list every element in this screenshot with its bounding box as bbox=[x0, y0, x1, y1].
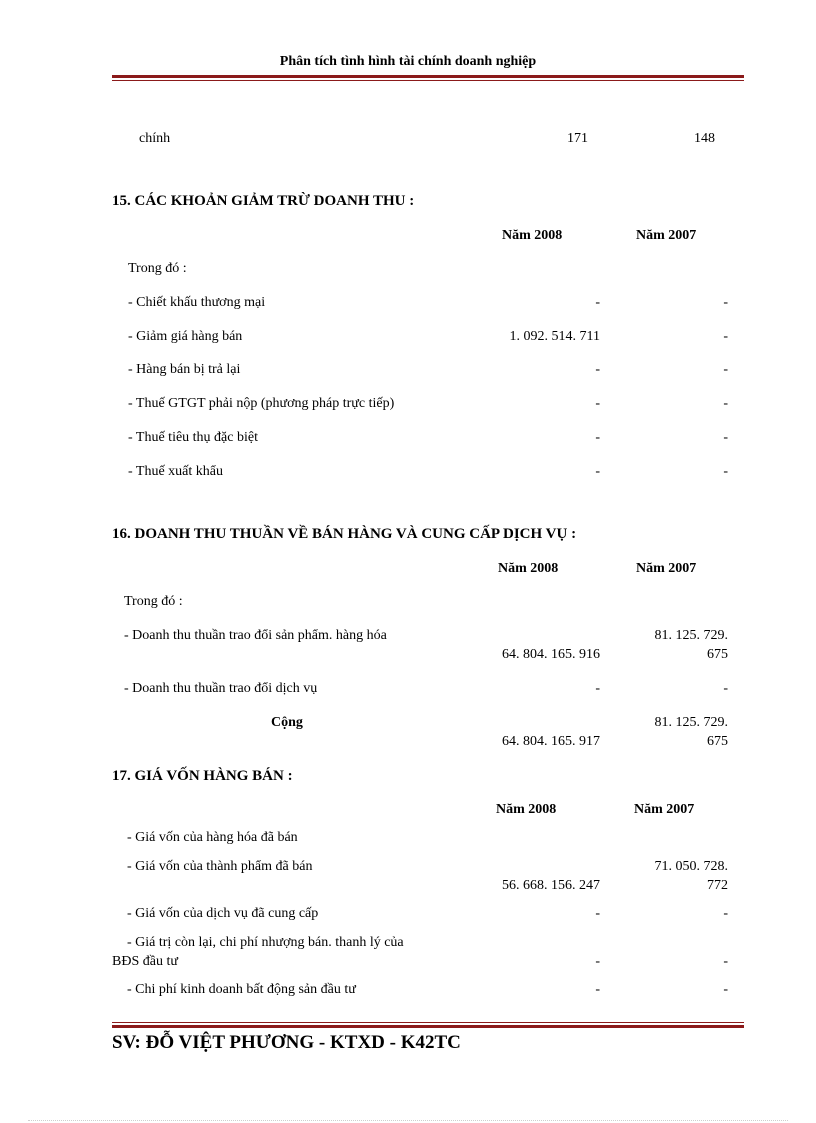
section-16-title: 16. DOANH THU THUẦN VỀ BÁN HÀNG VÀ CUNG CẤP DỊCH VỤ : bbox=[112, 526, 577, 542]
carry-value-2007: 148 bbox=[694, 131, 715, 146]
section-15-row-label: - Thuế GTGT phải nộp (phương pháp trực tiếp) bbox=[128, 396, 395, 411]
section-15-row-label: - Hàng bán bị trả lại bbox=[128, 362, 241, 377]
section-17-row-value-2007: 71. 050. 728. bbox=[654, 859, 728, 874]
section-16-col-2008: Năm 2008 bbox=[498, 561, 559, 576]
section-16-row-label: - Doanh thu thuần trao đổi dịch vụ bbox=[124, 681, 318, 696]
section-16-total-value-2008: 64. 804. 165. 917 bbox=[502, 734, 600, 749]
section-17-row-value-2008: - bbox=[595, 954, 600, 969]
footer-author: SV: ĐỖ VIỆT PHƯƠNG - KTXD - K42TC bbox=[112, 1032, 461, 1053]
section-15-row-label: - Thuế tiêu thụ đặc biệt bbox=[128, 430, 258, 445]
section-16-col-2007: Năm 2007 bbox=[636, 561, 697, 576]
section-17-row-label: - Giá vốn của dịch vụ đã cung cấp bbox=[127, 906, 319, 921]
section-16-row-value-2007-cont: 675 bbox=[707, 647, 728, 662]
section-17-row-value-2007: - bbox=[723, 906, 728, 921]
section-17-col-2007: Năm 2007 bbox=[634, 802, 695, 817]
section-15-row-value-2008: - bbox=[595, 295, 600, 310]
section-15-row-value-2007: - bbox=[723, 362, 728, 377]
section-16-row-label: - Doanh thu thuần trao đổi sản phẩm. hàng hóa bbox=[124, 628, 387, 643]
section-17-col-2008: Năm 2008 bbox=[496, 802, 557, 817]
section-17-row-value-2007: - bbox=[723, 982, 728, 997]
header-divider bbox=[112, 75, 744, 78]
section-15-row-value-2008: - bbox=[595, 396, 600, 411]
footer-divider-thin bbox=[112, 1022, 744, 1023]
section-15-title: 15. CÁC KHOẢN GIẢM TRỪ DOANH THU : bbox=[112, 193, 415, 209]
section-15-row-value-2008: - bbox=[595, 362, 600, 377]
section-16-row-value-2007: - bbox=[723, 681, 728, 696]
section-17-row-label: - Chi phí kinh doanh bất động sản đầu tư bbox=[127, 982, 356, 997]
section-15-row-value-2008: - bbox=[595, 464, 600, 479]
section-17-row-value-2008: - bbox=[595, 906, 600, 921]
section-17-row-label: - Giá vốn của thành phẩm đã bán bbox=[127, 859, 313, 874]
section-16-row-value-2007: 81. 125. 729. bbox=[654, 628, 728, 643]
section-16-total-value-2007-cont: 675 bbox=[707, 734, 728, 749]
page-header-title: Phân tích tình hình tài chính doanh nghiệp bbox=[279, 54, 537, 69]
carry-value-2008: 171 bbox=[567, 131, 588, 146]
carry-label: chính bbox=[139, 131, 171, 146]
section-15-intro: Trong đó : bbox=[128, 261, 187, 276]
section-15-row-value-2007: - bbox=[723, 430, 728, 445]
section-15-row-label: - Chiết khấu thương mại bbox=[128, 295, 266, 310]
section-15-row-label: - Giảm giá hàng bán bbox=[128, 329, 243, 344]
section-15-row-value-2007: - bbox=[723, 295, 728, 310]
section-16-total-value-2007: 81. 125. 729. bbox=[654, 715, 728, 730]
section-15-row-value-2007: - bbox=[723, 464, 728, 479]
section-17-row-label: - Giá trị còn lại, chi phí nhượng bán. thanh lý của bbox=[127, 935, 404, 950]
section-15-row-value-2007: - bbox=[723, 396, 728, 411]
header-divider-thin bbox=[112, 80, 744, 81]
section-16-intro: Trong đó : bbox=[124, 594, 183, 609]
section-17-row-label-cont: BĐS đầu tư bbox=[112, 954, 178, 969]
section-17-row-value-2008: 56. 668. 156. 247 bbox=[502, 878, 600, 893]
page-edge-dotted-line bbox=[28, 1120, 788, 1121]
section-17-row-value-2007-cont: 772 bbox=[707, 878, 728, 893]
section-16-row-value-2008: - bbox=[595, 681, 600, 696]
section-17-title: 17. GIÁ VỐN HÀNG BÁN : bbox=[112, 768, 293, 784]
section-16-total-label: Cộng bbox=[271, 715, 303, 730]
section-16-row-value-2008: 64. 804. 165. 916 bbox=[502, 647, 600, 662]
section-17-row-value-2008: - bbox=[595, 982, 600, 997]
section-15-row-label: - Thuế xuất khẩu bbox=[128, 464, 223, 479]
section-15-col-2007: Năm 2007 bbox=[636, 228, 697, 243]
footer-divider bbox=[112, 1025, 744, 1028]
section-15-row-value-2007: - bbox=[723, 329, 728, 344]
section-17-row-label: - Giá vốn của hàng hóa đã bán bbox=[127, 830, 298, 845]
section-15-col-2008: Năm 2008 bbox=[502, 228, 563, 243]
section-15-row-value-2008: - bbox=[595, 430, 600, 445]
section-17-row-value-2007: - bbox=[723, 954, 728, 969]
section-15-row-value-2008: 1. 092. 514. 711 bbox=[509, 329, 600, 344]
